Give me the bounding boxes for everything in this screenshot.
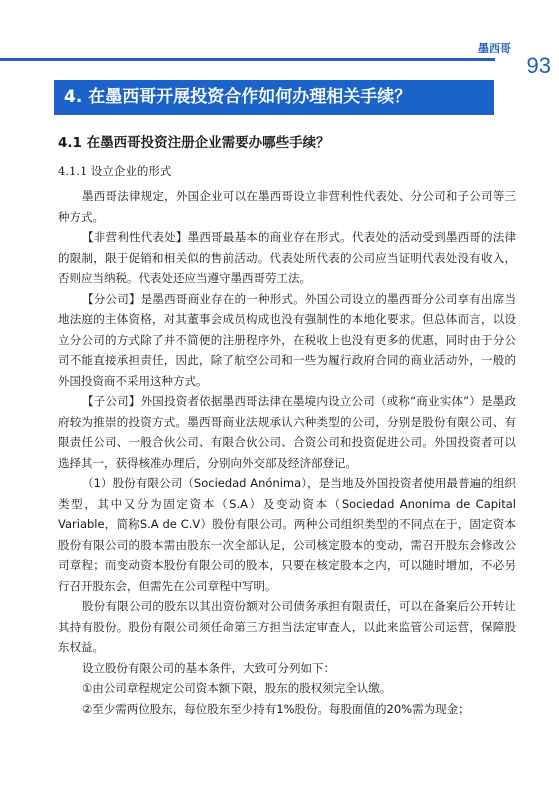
- paragraph: ①由公司章程规定公司资本额下限，股东的股权须完全认缴。: [82, 681, 392, 695]
- page-number: 93: [526, 53, 551, 78]
- paragraph: （1）股份有限公司（Sociedad Anónima），是当地及外国投资者使用最普遍的组织类型，其中又分为固定资本（S.A）及变动资本（Sociedad Anonima de Capital Variable，简称S.A de C.V）股份有限公司。两种公司组织类型的不同点在于，固定资本股份有限公司的股本需由股东一次全部认足，公司核定股本的变动，需召开股东会修改公司章程；而变动资本股份有限公司的股本，只要在核定股本之内，可以随时增加，不必另行召开股东会，但需先在公司章程中写明。: [58, 476, 516, 593]
- paragraph: ②至少需两位股东，每位股东至少持有1%股份。每股面值的20%需为现金；: [82, 701, 470, 716]
- paragraph: 股份有限公司的股东以其出资份额对公司债务承担有限责任，可以在备案后公开转让其持有股份。股份有限公司须任命第三方担当法定审查人，以此来监管公司运营，保障股东权益。: [58, 599, 516, 654]
- paragraph: 墨西哥法律规定，外国企业可以在墨西哥设立非营利性代表处、分公司和子公司等三种方式。: [58, 189, 516, 224]
- paragraph: 【分公司】是墨西哥商业存在的一种形式。外国公司设立的墨西哥分公司享有出席当地法庭的主体资格，对其董事会成员构成也没有强制性的本地化要求。但总体而言，以设立分公司的方式除了并不简便的注册程序外，在税收上也没有更多的优惠，同时由于分公司不能直接承担责任，因此，除了航空公司和一些为履行政府合同的商业活动外，一般的外国投资商不采用这种方式。: [58, 291, 516, 388]
- subsection-title: 4.1.1 设立企业的形式: [58, 164, 172, 178]
- chapter-title-bar: [54, 80, 494, 115]
- chapter-title: 4. 在墨西哥开展投资合作如何办理相关手续？: [64, 87, 412, 107]
- body-text: [58, 186, 516, 719]
- header-rule: [0, 58, 495, 61]
- header-country-label: 墨西哥: [478, 42, 511, 55]
- paragraph: 【非营利性代表处】墨西哥最基本的商业存在形式。代表处的活动受到墨西哥的法律的限制，限于促销和相关似的售前活动。代表处所代表的公司应当证明代表处没有收入，否则应当纳税。代表处还应当遵守墨西哥劳工法。: [58, 230, 516, 285]
- paragraph: 设立股份有限公司的基本条件，大致可分列如下：: [82, 660, 335, 675]
- section-title: 4.1 在墨西哥投资注册企业需要办哪些手续？: [58, 135, 330, 151]
- paragraph: 【子公司】外国投资者依据墨西哥法律在墨境内设立公司（或称“商业实体”）是墨政府较为推崇的投资方式。墨西哥商业法规承认六种类型的公司，分别是股份有限公司、有限责任公司、一般合伙公司、有限合伙公司、合资公司和投资促进公司。外国投资者可以选择其一，获得核准办理后，分别向外交部及经济部登记。: [58, 394, 516, 470]
